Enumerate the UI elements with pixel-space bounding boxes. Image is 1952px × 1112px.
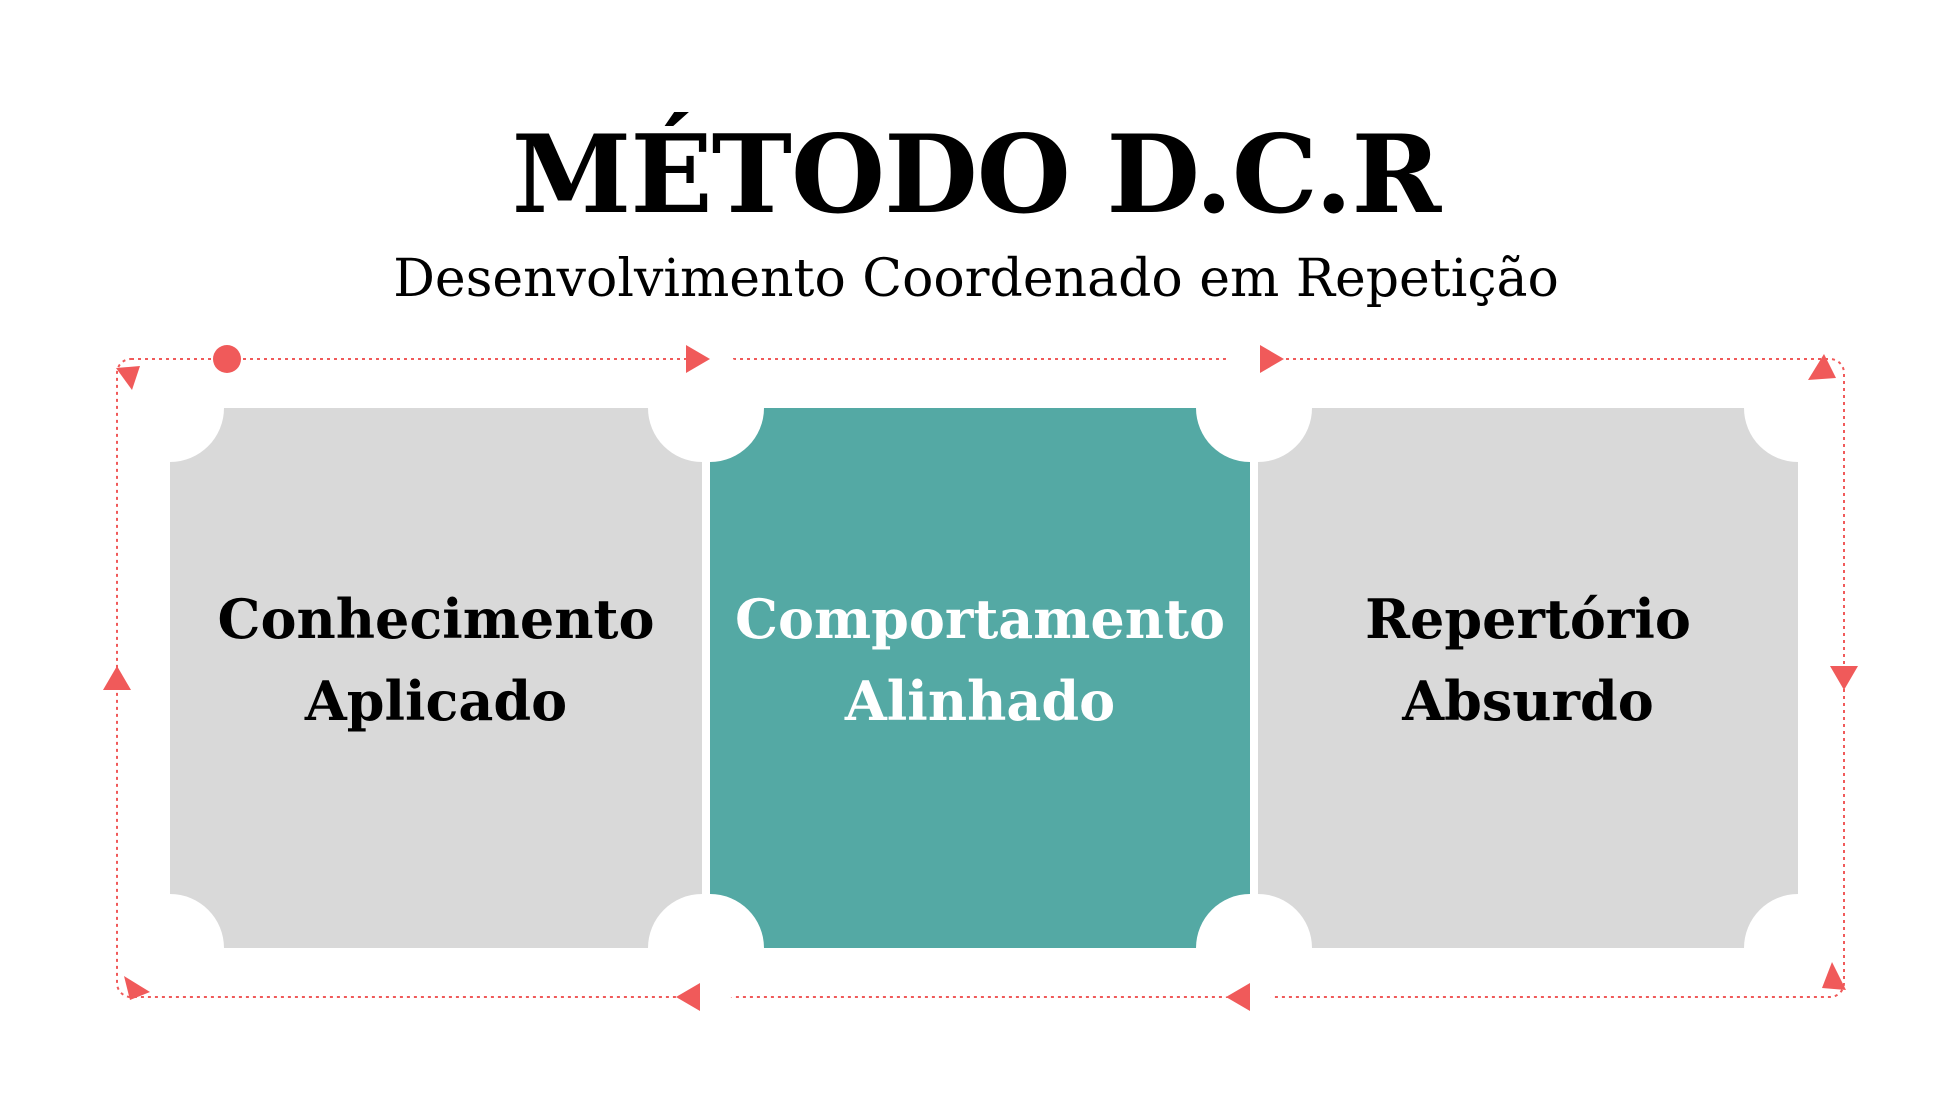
- notch: [1196, 354, 1304, 462]
- label-line: Comportamento: [734, 587, 1225, 651]
- arrow-corner-icon: [116, 366, 140, 390]
- arrow-up-icon: [103, 666, 131, 690]
- label-line: Aplicado: [304, 669, 568, 733]
- notch: [656, 894, 764, 1002]
- label-conhecimento-aplicado: [170, 560, 702, 760]
- label-line: Conhecimento: [217, 587, 655, 651]
- cycle-start-dot: [213, 345, 241, 373]
- label-line: Absurdo: [1402, 669, 1654, 733]
- arrow-down-icon: [1830, 666, 1858, 690]
- label-repertorio-absurdo: [1258, 560, 1798, 760]
- label-line: Alinhado: [844, 669, 1116, 733]
- page-title: MÉTODO D.C.R: [511, 112, 1441, 238]
- page-subtitle: Desenvolvimento Coordenado em Repetição: [393, 249, 1559, 309]
- notch: [656, 354, 764, 462]
- label-comportamento-alinhado: [710, 560, 1250, 760]
- label-line: Repertório: [1365, 587, 1691, 651]
- arrow-corner-icon: [1808, 354, 1836, 380]
- arrow-corner-icon: [1822, 962, 1846, 990]
